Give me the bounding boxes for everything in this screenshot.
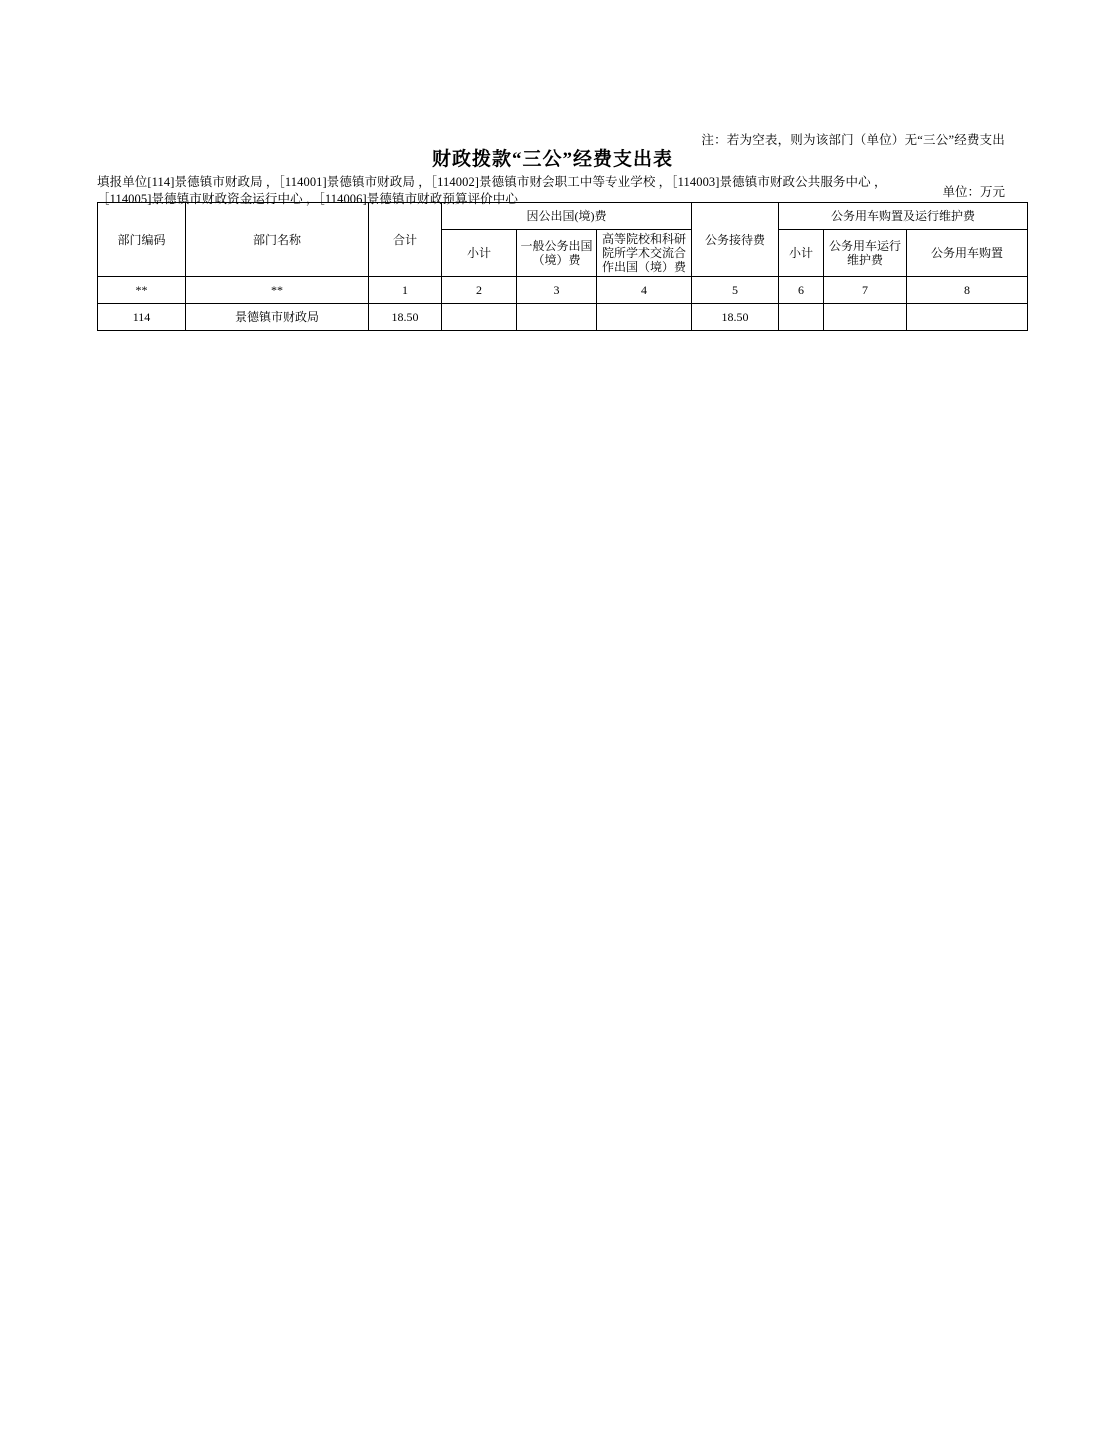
cell-abroad-academic bbox=[597, 304, 692, 331]
unit-label: 单位：万元 bbox=[942, 185, 1005, 199]
index-cell-abroad-academic: 4 bbox=[597, 277, 692, 304]
header-abroad-academic: 高等院校和科研院所学术交流合作出国（境）费 bbox=[597, 230, 692, 277]
header-abroad-group: 因公出国(境)费 bbox=[442, 203, 692, 230]
index-cell-abroad-general: 3 bbox=[517, 277, 597, 304]
header-dept-code: 部门编码 bbox=[98, 203, 186, 277]
index-cell-vehicle-subtotal: 6 bbox=[779, 277, 824, 304]
table-index-row bbox=[98, 277, 1028, 304]
header-abroad-subtotal: 小计 bbox=[442, 230, 517, 277]
cell-reception: 18.50 bbox=[692, 304, 779, 331]
index-cell-dept-name: ** bbox=[186, 277, 369, 304]
index-cell-reception: 5 bbox=[692, 277, 779, 304]
cell-abroad-general bbox=[517, 304, 597, 331]
index-cell-dept-code: ** bbox=[98, 277, 186, 304]
index-cell-vehicle-operation: 7 bbox=[824, 277, 907, 304]
table-header-row-1 bbox=[98, 203, 1028, 230]
three-public-expenditure-table bbox=[97, 202, 1028, 331]
cell-dept-code: 114 bbox=[98, 304, 186, 331]
header-abroad-general: 一般公务出国（境）费 bbox=[517, 230, 597, 277]
reporting-units-line: 填报单位[114]景德镇市财政局 ，［114001]景德镇市财政局 ，［114002]景德镇市财会职工中等专业学校 ，［114003]景德镇市财政公共服务中心 ，［114005]景德镇市财政资金运行中心 ，［114006]景德镇市财政预算评价中心 bbox=[97, 175, 887, 206]
cell-vehicle-purchase bbox=[907, 304, 1028, 331]
empty-table-note: 注：若为空表，则为该部门（单位）无“三公”经费支出 bbox=[701, 133, 1005, 147]
header-vehicle-group: 公务用车购置及运行维护费 bbox=[779, 203, 1028, 230]
index-cell-vehicle-purchase: 8 bbox=[907, 277, 1028, 304]
cell-total: 18.50 bbox=[369, 304, 442, 331]
index-cell-abroad-subtotal: 2 bbox=[442, 277, 517, 304]
header-vehicle-subtotal: 小计 bbox=[779, 230, 824, 277]
cell-vehicle-operation bbox=[824, 304, 907, 331]
page-title: 财政拨款“三公”经费支出表 bbox=[431, 149, 673, 170]
cell-vehicle-subtotal bbox=[779, 304, 824, 331]
header-total: 合计 bbox=[369, 203, 442, 277]
table-row bbox=[98, 304, 1028, 331]
cell-dept-name: 景德镇市财政局 bbox=[186, 304, 369, 331]
header-reception: 公务接待费 bbox=[692, 203, 779, 277]
header-vehicle-operation: 公务用车运行维护费 bbox=[824, 230, 907, 277]
header-dept-name: 部门名称 bbox=[186, 203, 369, 277]
index-cell-total: 1 bbox=[369, 277, 442, 304]
cell-abroad-subtotal bbox=[442, 304, 517, 331]
header-vehicle-purchase: 公务用车购置 bbox=[907, 230, 1028, 277]
